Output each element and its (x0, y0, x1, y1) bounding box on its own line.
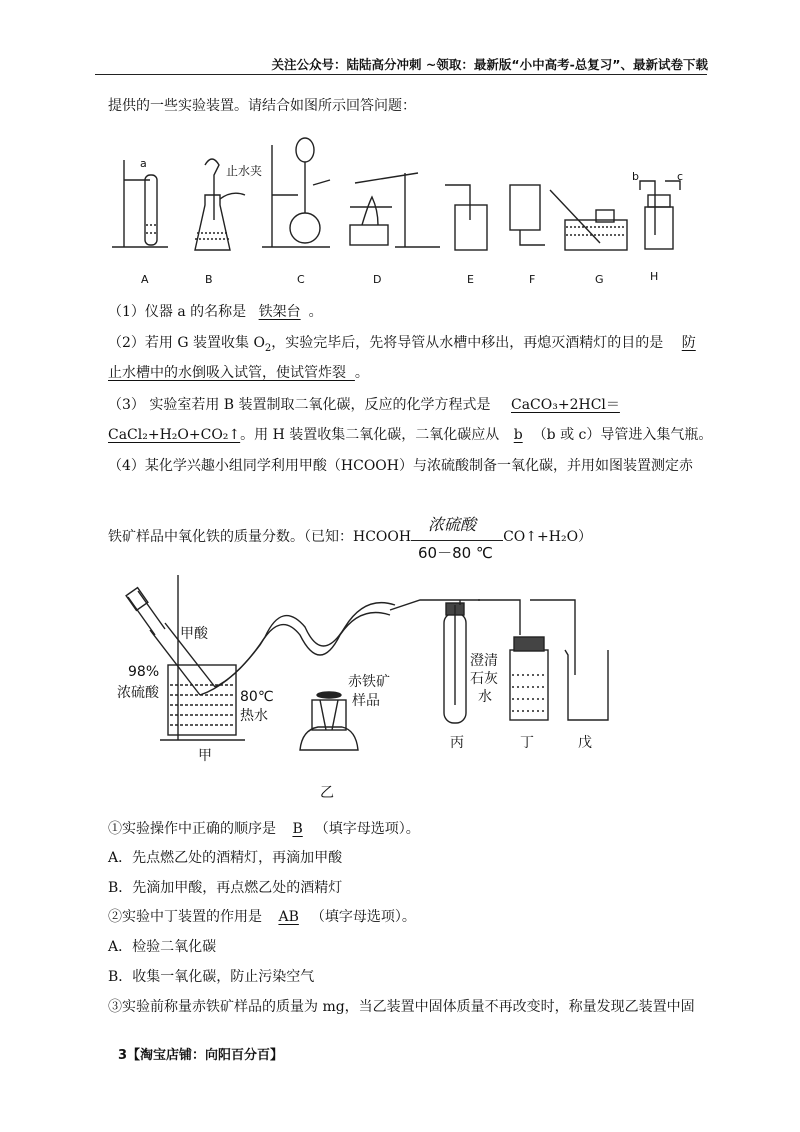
label-B: B (205, 273, 213, 286)
question-3-line1 (108, 395, 620, 415)
condition-bottom: 60－80 ℃ (418, 544, 493, 562)
sub2-prefix: ②实验中丁装置的作用是 (108, 909, 262, 925)
label-E: E (467, 273, 474, 286)
label-F: F (529, 273, 536, 286)
q1-prefix: （1）仪器 a 的名称是 (108, 304, 247, 320)
question-4-line2 (108, 527, 592, 547)
q1-answer: 铁架台 (258, 304, 301, 320)
q3-answer-part2: CaCl₂+H₂O+CO₂↑ (108, 427, 241, 443)
label-H: H (650, 270, 659, 283)
label-D: D (373, 273, 382, 286)
label-ding: 丁 (520, 735, 534, 751)
option-A2: A．检验二氧化碳 (108, 939, 217, 955)
label-98pct: 98% (128, 664, 160, 680)
apparatus-figure-2 (0, 575, 800, 805)
q1-suffix: 。 (308, 304, 323, 320)
q3-line1: （3） 实验室若用 B 装置制取二氧化碳，反应的化学方程式是 (108, 397, 491, 413)
q3-answer2: b (513, 427, 523, 443)
question-2-line2 (108, 363, 369, 383)
condition-top: 浓硫酸 (428, 515, 477, 534)
apparatus-figure-1 (0, 125, 800, 305)
sub2-suffix: （填字母选项）。 (310, 909, 416, 925)
q2-prefix: （2）若用 G 装置收集 O (108, 335, 265, 351)
q3-answer-part1: CaCO₃+2HCl＝ (511, 397, 620, 413)
header-divider (95, 74, 707, 75)
q2-answer-part2: 止水槽中的水倒吸入试管，使试管炸裂 (108, 365, 346, 381)
label-yi: 乙 (320, 785, 334, 801)
label-bing: 丙 (450, 735, 464, 751)
q2-sub: 2 (264, 342, 272, 354)
label-wu: 戊 (578, 735, 592, 751)
q4-line2-prefix: 铁矿样品中氧化铁的质量分数。（已知：HCOOH (108, 529, 412, 545)
label-hot-water: 热水 (240, 708, 268, 724)
label-c: c (677, 170, 684, 183)
subquestion-3: ③实验前称量赤铁矿样品的质量为 mg，当乙装置中固体质量不再改变时，称量发现乙装置中固 (108, 999, 695, 1015)
q3-suffix: （b 或 c）导管进入集气瓶。 (532, 427, 713, 443)
sub2-answer: AB (278, 909, 299, 925)
question-1 (108, 302, 323, 322)
footer-text: 3【淘宝店铺：向阳百分百】 (118, 1048, 284, 1063)
label-limewater-2: 石灰 (470, 671, 498, 687)
sub1-answer: B (292, 821, 303, 837)
label-hematite: 赤铁矿 (348, 674, 390, 690)
sub1-prefix: ①实验操作中正确的顺序是 (108, 821, 276, 837)
question-4-line1: （4）某化学兴趣小组同学利用甲酸（HCOOH）与浓硫酸制备一氧化碳，并用如图装置测定赤 (108, 458, 693, 474)
label-formic-acid: 甲酸 (180, 626, 208, 642)
label-A: A (141, 273, 149, 286)
subquestion-1 (108, 819, 420, 839)
q4-line2-suffix: CO↑+H₂O） (503, 529, 593, 545)
label-limewater-1: 澄清 (470, 653, 498, 669)
label-sample: 样品 (352, 693, 380, 709)
label-clamp: 止水夹 (226, 164, 263, 178)
option-A1: A．先点燃乙处的酒精灯，再滴加甲酸 (108, 850, 343, 866)
label-limewater-3: 水 (478, 689, 492, 705)
question-3-line2 (108, 425, 712, 445)
label-jia: 甲 (198, 748, 212, 764)
q3-mid: 。用 H 装置收集二氧化碳，二氧化碳应从 (240, 427, 500, 443)
sub1-suffix: （填字母选项）。 (314, 821, 420, 837)
label-conc-acid: 浓硫酸 (117, 685, 159, 701)
header-text: 关注公众号：陆陆高分冲刺 ~领取：最新版“小中高考-总复习”、最新试卷下载 (271, 57, 708, 72)
q2-answer-part1: 防 (681, 335, 696, 351)
label-80c: 80℃ (240, 689, 274, 705)
q2-suffix: 。 (354, 365, 369, 381)
q2-mid: ，实验完毕后，先将导管从水槽中移出，再熄灭酒精灯的目的是 (271, 335, 664, 351)
label-G: G (595, 273, 604, 286)
question-2-line1 (108, 333, 696, 359)
label-a: a (140, 157, 147, 170)
label-C: C (297, 273, 305, 286)
label-b: b (632, 170, 639, 183)
option-B2: B．收集一氧化碳，防止污染空气 (108, 969, 315, 985)
option-B1: B．先滴加甲酸，再点燃乙处的酒精灯 (108, 880, 343, 896)
subquestion-2 (108, 907, 416, 927)
intro-text: 提供的一些实验装置。请结合如图所示回答问题： (108, 98, 416, 114)
